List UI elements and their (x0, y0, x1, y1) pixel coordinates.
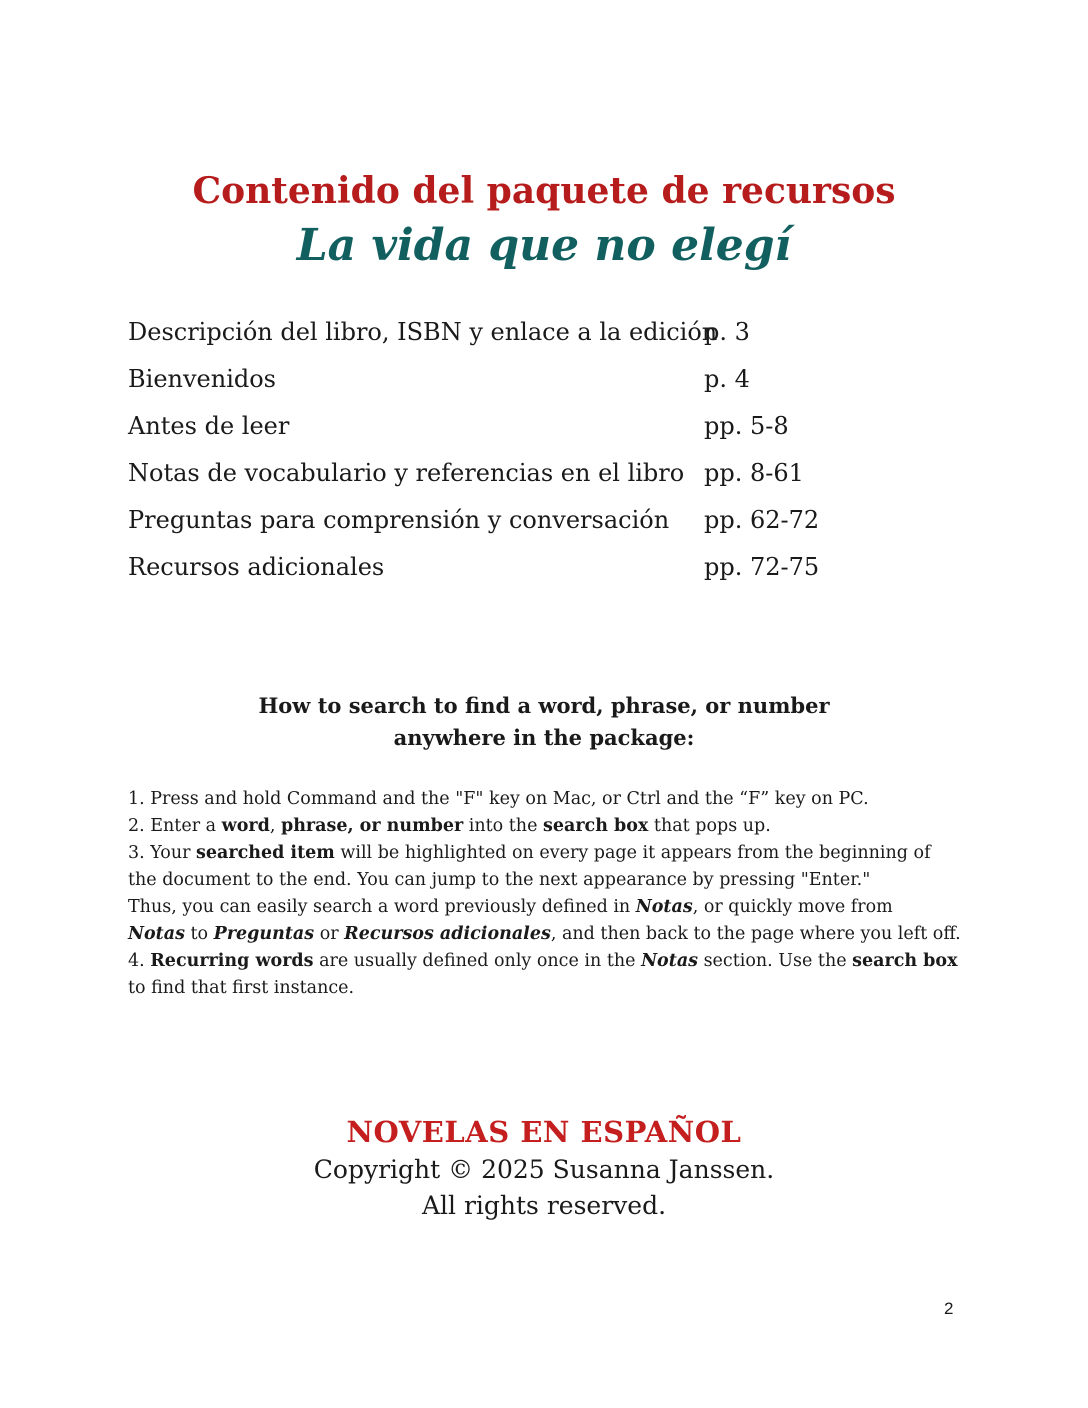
brand-name: NOVELAS EN ESPAÑOL (346, 1115, 742, 1149)
page-heading: Contenido del paquete de recursos (192, 170, 896, 212)
text-run: , and then back to the page where you left off. (550, 924, 961, 944)
toc-row (128, 357, 948, 404)
search-title-line-2: anywhere in the package: (393, 725, 695, 750)
toc-row (128, 451, 948, 498)
bold-text: Recurring words (150, 951, 314, 971)
text-run: to (184, 924, 214, 944)
text-run: are usually defined only once in the (313, 951, 642, 971)
bold-italic-text: Preguntas (213, 924, 315, 944)
bold-text: word (221, 816, 270, 836)
bold-text: phrase, or number (280, 816, 464, 836)
toc-item-label: Notas de vocabulario y referencias en el libro (128, 459, 685, 487)
text-run: , or quickly move from (692, 897, 893, 917)
toc-item-page: pp. 72-75 (704, 553, 820, 581)
bold-text: search box (852, 951, 958, 971)
text-run: will be highlighted on every page it appears from the beginning of (334, 843, 931, 863)
toc-item-label: Antes de leer (128, 412, 290, 440)
book-title: La vida que no elegí (296, 220, 792, 271)
instruction-step-4 (128, 948, 968, 975)
text-run: , (269, 816, 281, 836)
toc-row (128, 498, 948, 545)
bold-text: search box (543, 816, 649, 836)
toc-item-label: Bienvenidos (128, 365, 276, 393)
text-run: that pops up. (648, 816, 771, 836)
text-run: section. Use the (698, 951, 853, 971)
toc-row (128, 404, 948, 451)
copyright-line-1: Copyright © 2025 Susanna Janssen. (313, 1155, 775, 1184)
text-run: or (314, 924, 345, 944)
toc-row (128, 545, 948, 592)
toc-item-page: pp. 5-8 (704, 412, 789, 440)
toc-item-page: p. 4 (704, 365, 750, 393)
bold-italic-text: Notas (128, 924, 185, 944)
page-number: 2 (944, 1299, 954, 1318)
search-instructions-title (0, 690, 1088, 754)
bold-italic-text: Notas (641, 951, 699, 971)
bold-italic-text: Notas (635, 897, 693, 917)
instruction-step-3 (128, 840, 968, 867)
toc-item-page: p. 3 (704, 318, 750, 346)
text-run: into the (463, 816, 543, 836)
text-run: Thus, you can easily search a word previously defined in (128, 897, 636, 917)
toc-row (128, 310, 948, 357)
bold-text: searched item (196, 843, 335, 863)
toc-item-label: Preguntas para comprensión y conversación (128, 506, 670, 534)
copyright-notice (0, 1152, 1088, 1224)
table-of-contents (128, 310, 948, 592)
text-run: 4. (128, 951, 151, 971)
bold-italic-text: Recursos adicionales (344, 924, 551, 944)
toc-item-label: Recursos adicionales (128, 553, 385, 581)
copyright-line-2: All rights reserved. (421, 1191, 667, 1220)
text-run: 3. Your (128, 843, 197, 863)
instruction-step-2 (128, 813, 968, 840)
instruction-step-3-line-3 (128, 894, 968, 921)
instruction-step-3-line-4 (128, 921, 968, 948)
toc-item-page: pp. 8-61 (704, 459, 804, 487)
instruction-step-4-line-2: to find that first instance. (128, 978, 355, 998)
search-instructions (128, 786, 968, 1002)
instruction-step-1: 1. Press and hold Command and the "F" key on Mac, or Ctrl and the “F” key on PC. (128, 789, 869, 809)
instruction-step-3-line-2: the document to the end. You can jump to the next appearance by pressing "Enter." (128, 870, 871, 890)
search-title-line-1: How to search to find a word, phrase, or number (258, 693, 830, 718)
toc-item-page: pp. 62-72 (704, 506, 820, 534)
toc-item-label: Descripción del libro, ISBN y enlace a la edición (128, 318, 718, 346)
text-run: 2. Enter a (128, 816, 222, 836)
